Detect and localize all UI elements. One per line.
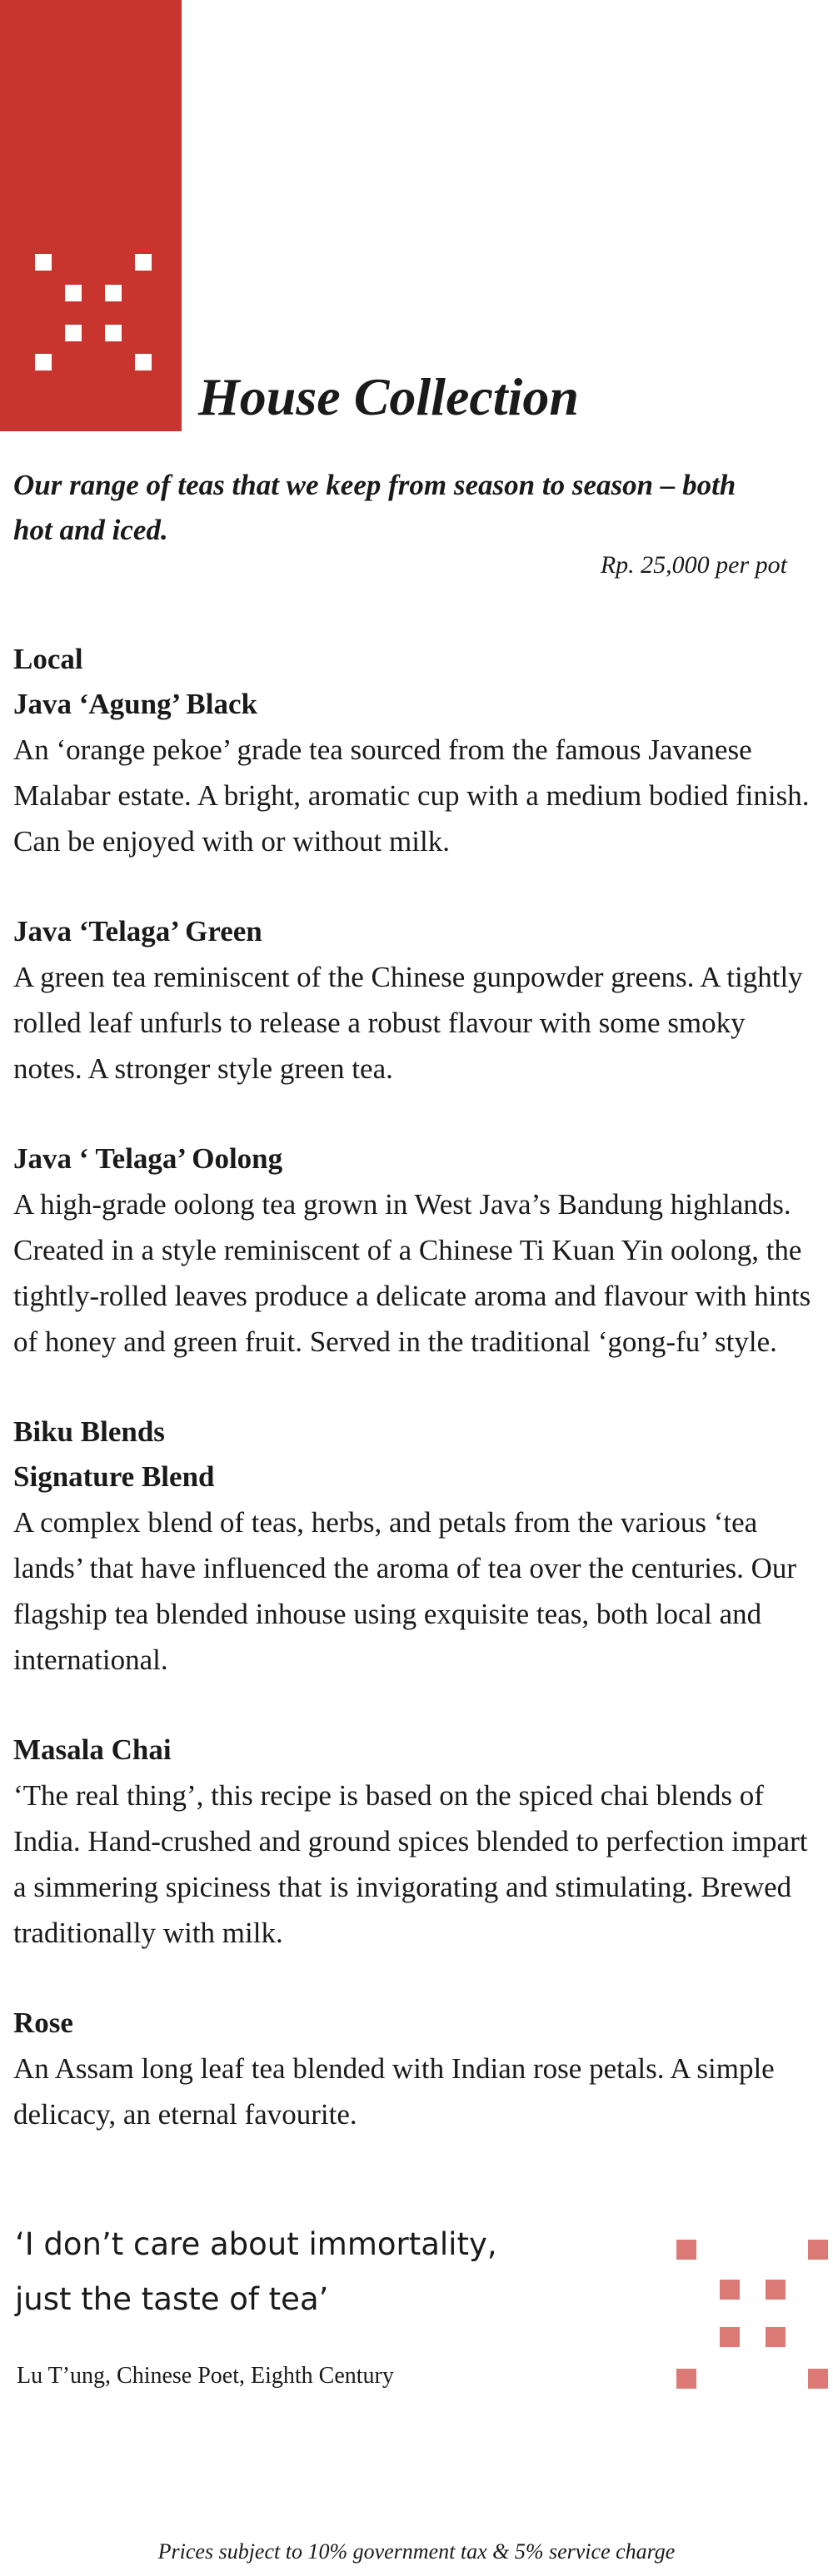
quote-line: ‘I don’t care about immortality, (15, 2226, 497, 2262)
menu-item (13, 909, 813, 1092)
tea-description: A green tea reminiscent of the Chinese gunpowder greens. A tightly rolled leaf unfurls to release a robust flavour with some smoky notes. A stronger style green tea. (13, 961, 803, 1085)
tea-description: ‘The real thing’, this recipe is based on the spiced chai blends of India. Hand-crushed and ground spices blended to perfection impart a simmering spiciness that is invigorating and stimulating. Brewed traditionally with milk. (13, 1779, 808, 1949)
section-heading: Biku Blends (13, 1415, 165, 1448)
pattern-square (766, 2280, 786, 2300)
pattern-square (766, 2327, 786, 2347)
menu-item (13, 2001, 813, 2137)
pattern-square (135, 354, 152, 370)
tea-menu (13, 637, 813, 2182)
tea-name: Signature Blend (13, 1460, 215, 1493)
tea-name: Masala Chai (13, 1733, 172, 1766)
menu-item (13, 1728, 813, 1956)
pattern-square (35, 254, 52, 271)
tea-name: Java ‘Agung’ Black (13, 688, 257, 720)
tea-description: An Assam long leaf tea blended with Indian rose petals. A simple delicacy, an eternal favourite. (13, 2052, 775, 2131)
pattern-square (105, 285, 122, 301)
section-heading: Local (13, 643, 83, 675)
quote-attribution: Lu T’ung, Chinese Poet, Eighth Century (17, 2363, 394, 2389)
pattern-square (720, 2327, 740, 2347)
decorative-pattern (658, 2215, 833, 2398)
menu-item (13, 1136, 813, 1365)
intro-text: Our range of teas that we keep from season to season – both hot and iced. (13, 469, 736, 546)
menu-item (13, 1455, 813, 1683)
pattern-square (35, 354, 52, 370)
tea-description: A complex blend of teas, herbs, and petals from the various ‘tea lands’ that have influenced the aroma of tea over the centuries. Our flagship tea blended inhouse using exquisite teas, both local and international. (13, 1506, 797, 1676)
pattern-square (676, 2240, 696, 2260)
price-footnote: Prices subject to 10% government tax & 5% service charge (157, 2539, 676, 2564)
tea-name: Java ‘ Telaga’ Oolong (13, 1142, 283, 1175)
pattern-square (65, 285, 82, 301)
tea-description: A high-grade oolong tea grown in West Java’s Bandung highlands. Created in a style reminiscent of a Chinese Ti Kuan Yin oolong, the tightly-rolled leaves produce a delicate aroma and flavour with hints of honey and green fruit. Served in the traditional ‘gong-fu’ style. (13, 1188, 811, 1358)
menu-item (13, 682, 813, 864)
pattern-square (65, 325, 82, 341)
pattern-square (105, 325, 122, 341)
tea-quote (15, 2217, 497, 2327)
menu-section-biku-blends (13, 1410, 813, 2137)
pattern-square (135, 254, 152, 271)
pattern-square (676, 2369, 696, 2389)
tea-name: Rose (13, 2007, 73, 2039)
page-title: House Collection (198, 367, 579, 426)
quote-line: just the taste of tea’ (15, 2281, 329, 2317)
pattern-square (808, 2240, 828, 2260)
price-per-pot: Rp. 25,000 per pot (600, 551, 787, 579)
pattern-square (720, 2280, 740, 2300)
tea-name: Java ‘Telaga’ Green (13, 915, 262, 947)
brand-color-block (0, 0, 182, 431)
menu-section-local (13, 637, 813, 1365)
pattern-square (808, 2369, 828, 2389)
tea-description: An ‘orange pekoe’ grade tea sourced from the famous Javanese Malabar estate. A bright, aromatic cup with a medium bodied finish. Can be enjoyed with or without milk. (13, 734, 810, 858)
